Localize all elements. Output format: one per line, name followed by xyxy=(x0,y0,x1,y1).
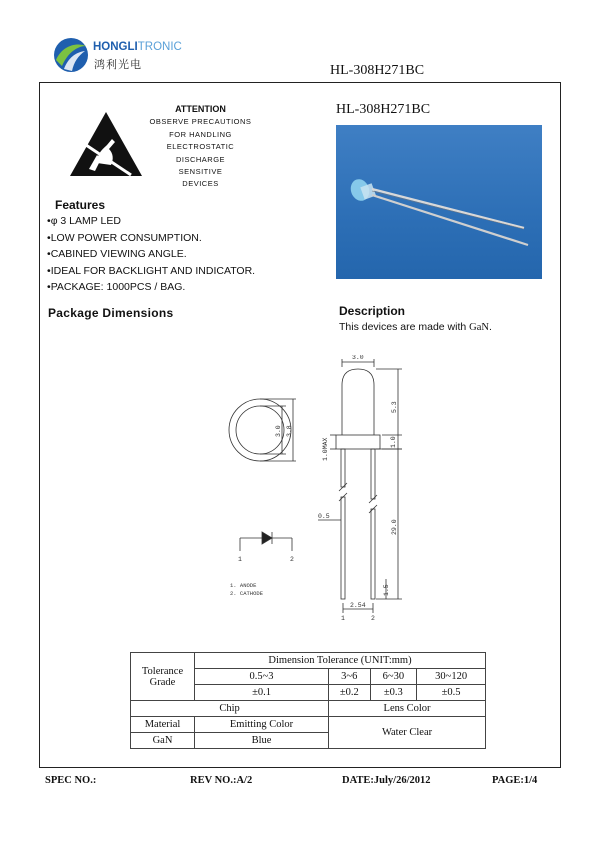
feature-item: •CABINED VIEWING ANGLE. xyxy=(47,248,187,260)
product-photo xyxy=(336,125,542,279)
feature-item: •PACKAGE: 1000PCS / BAG. xyxy=(47,281,186,293)
logo-swoosh-icon xyxy=(52,36,90,74)
feature-item: •LOW POWER CONSUMPTION. xyxy=(47,231,202,244)
led-photo-illustration xyxy=(336,125,542,279)
brand-name-bold: HONGLI xyxy=(93,41,138,53)
tolerance-header: Dimension Tolerance (UNIT:mm) xyxy=(195,653,486,669)
tolerance-value: ±0.3 xyxy=(370,685,417,701)
features-heading: Features xyxy=(55,198,106,212)
dim-inner: 3.0 xyxy=(275,425,282,437)
pin2-label: 2 xyxy=(290,556,294,563)
brand-name-light: TRONIC xyxy=(137,41,182,53)
esd-warning-icon xyxy=(67,109,145,179)
dim-flange: 1.0 xyxy=(390,436,397,448)
tolerance-range: 6~30 xyxy=(370,669,417,685)
material-value: GaN xyxy=(131,733,195,749)
pin1-label: 1 xyxy=(341,615,345,622)
features-list xyxy=(47,213,255,296)
product-title: HL-308H271BC xyxy=(336,102,431,117)
dim-lead-width: 0.5 xyxy=(318,513,330,520)
lens-color-value: Water Clear xyxy=(329,717,486,749)
emitting-color-label: Emitting Color xyxy=(195,717,329,733)
dim-bottom: 1.5 xyxy=(383,584,390,596)
attention-title: ATTENTION xyxy=(175,104,226,114)
lens-color-header: Lens Color xyxy=(329,701,486,717)
material-label: Material xyxy=(131,717,195,733)
attention-line: DEVICES xyxy=(182,179,219,189)
dim-top: 3.0 xyxy=(352,355,364,361)
dim-lead: 29.0 xyxy=(391,519,398,535)
attention-line: ELECTROSTATIC xyxy=(166,142,235,152)
footer-page: PAGE:1/4 xyxy=(492,775,538,786)
feature-item: •φ 3 LAMP LED xyxy=(47,215,121,227)
pin2-label: 2 xyxy=(371,615,375,622)
dim-pitch: 2.54 xyxy=(350,602,366,609)
brand-name-cn: 鸿利光电 xyxy=(94,59,142,71)
tolerance-range: 30~120 xyxy=(417,669,486,685)
dim-max: 1.0MAX xyxy=(322,437,329,461)
legend-anode: 1. ANODE xyxy=(230,582,257,589)
attention-line: FOR HANDLING xyxy=(169,129,232,139)
footer-spec-no: SPEC NO.: xyxy=(45,775,97,786)
chip-header: Chip xyxy=(131,701,329,717)
attention-line: SENSITIVE xyxy=(178,167,223,177)
tolerance-grade-label: Tolerance Grade xyxy=(131,653,195,701)
footer-date: DATE:July/26/2012 xyxy=(342,775,431,786)
tolerance-range: 3~6 xyxy=(329,669,370,685)
header-part-number: HL-308H271BC xyxy=(330,63,425,78)
pin1-label: 1 xyxy=(238,556,242,563)
tolerance-value: ±0.1 xyxy=(195,685,329,701)
attention-line: OBSERVE PRECAUTIONS xyxy=(149,117,252,127)
description-material: GaN xyxy=(469,322,489,333)
footer-rev-no: REV NO.:A/2 xyxy=(190,775,253,786)
feature-item: •IDEAL FOR BACKLIGHT AND INDICATOR. xyxy=(47,264,256,277)
company-logo xyxy=(52,38,184,74)
attention-line: DISCHARGE xyxy=(175,154,226,164)
package-drawing xyxy=(200,355,430,625)
tolerance-value: ±0.5 xyxy=(417,685,486,701)
tolerance-table xyxy=(130,652,486,749)
legend-cathode: 2. CATHODE xyxy=(230,590,264,597)
description-text: This devices are made with GaN. xyxy=(339,321,492,333)
description-heading: Description xyxy=(339,304,406,318)
emitting-color-value: Blue xyxy=(195,733,329,749)
package-dimensions-heading: Package Dimensions xyxy=(48,306,174,320)
dim-outer: 3.8 xyxy=(286,425,293,437)
tolerance-value: ±0.2 xyxy=(329,685,370,701)
attention-block xyxy=(143,103,258,191)
dim-body: 5.3 xyxy=(391,401,398,413)
tolerance-range: 0.5~3 xyxy=(195,669,329,685)
